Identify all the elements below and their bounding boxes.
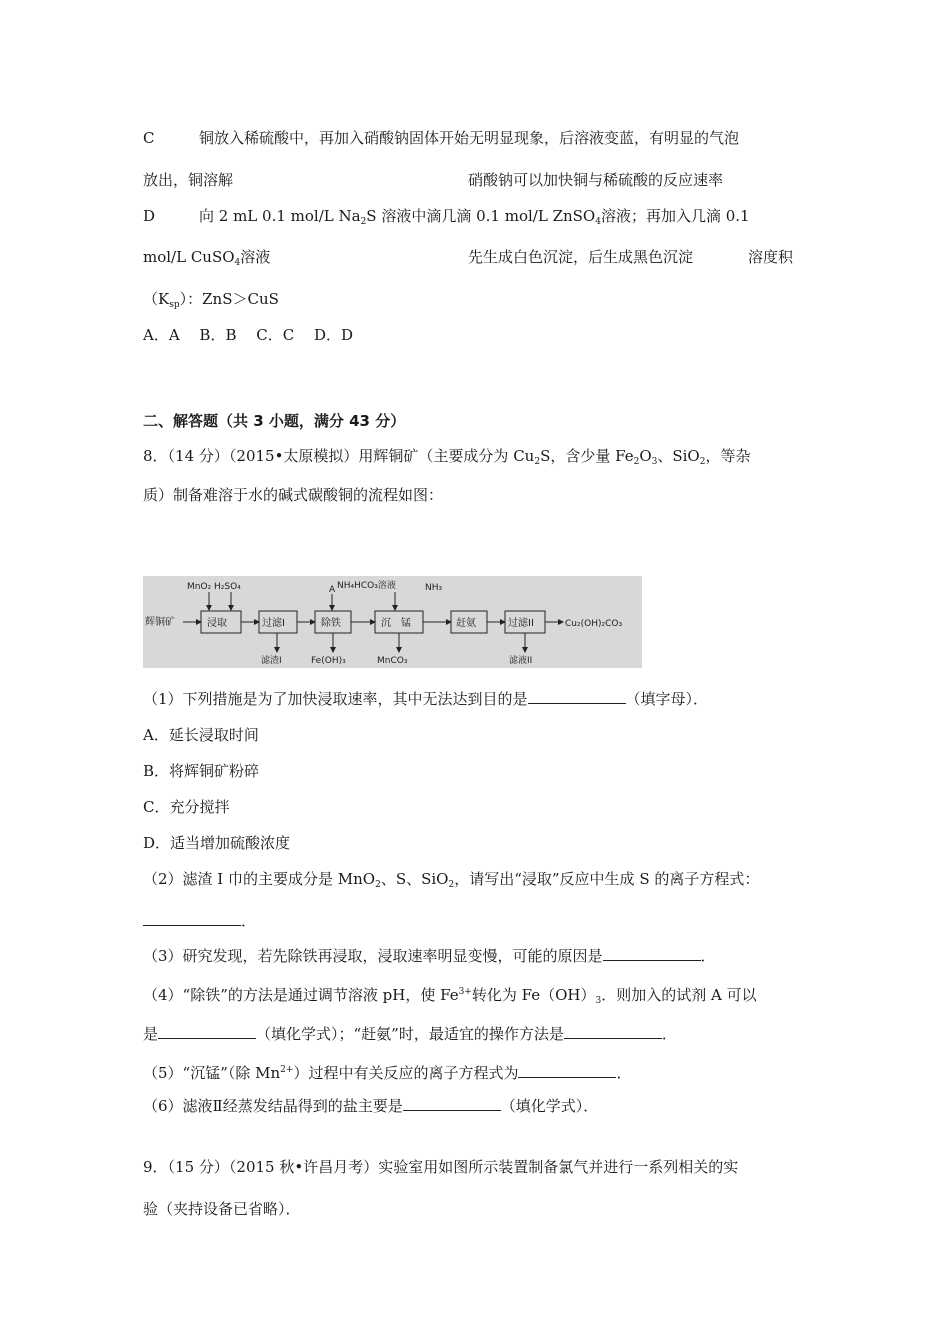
q8-option-b: B．将辉铜矿粉碎 — [143, 762, 260, 780]
answer-blank-3[interactable] — [603, 946, 701, 961]
row-d-line1 — [143, 206, 750, 227]
row-d-line2 — [143, 247, 794, 273]
answer-choices: A．A B．B C．C D．D — [143, 326, 354, 344]
flow-out-residue: 滤渣I — [261, 656, 282, 666]
flow-out-filtrate: 滤液II — [509, 656, 533, 666]
q8-part2-answer: ． — [143, 911, 256, 931]
section-2-title: 二、解答题（共 3 小题，满分 43 分） — [143, 412, 406, 430]
answer-blank-6[interactable] — [403, 1096, 501, 1111]
q8-stem-line2: 质）制备难溶于水的碱式碳酸铜的流程如图： — [143, 486, 444, 504]
row-c-letter: C — [143, 129, 155, 147]
flow-out-feoh3: Fe(OH)₃ — [311, 656, 346, 666]
flow-reagent-nh3: NH₃ — [425, 583, 443, 593]
flow-reagent-1: MnO₂ H₂SO₄ — [187, 582, 241, 592]
row-d-conclusion: 溶度积 — [748, 248, 794, 266]
q8-part3: （3）研究发现，若先除铁再浸取，浸取速率明显变慢，可能的原因是 ． — [143, 947, 716, 965]
q9-stem-line2: 验（夹持设备已省略）． — [143, 1200, 301, 1218]
q8-stem-line1: 8．（14 分）（2015•太原模拟）用辉铜矿（主要成分为 $Cu_2S$，含少量 $Fe_2O_3$、SiO$_2$，等杂 — [143, 447, 751, 467]
row-c-text2a: 放出，铜溶解 — [143, 171, 234, 189]
answer-blank-4b[interactable] — [564, 1024, 662, 1039]
flow-start: 辉铜矿 — [145, 617, 175, 628]
row-d-letter: D — [143, 207, 156, 225]
svg-text:浸取: 浸取 — [207, 618, 227, 629]
flow-reagent-a: A — [329, 585, 336, 595]
q8-option-d: D．适当增加硫酸浓度 — [143, 834, 291, 852]
row-c-line2 — [143, 170, 724, 190]
row-d-phenomenon: 先生成白色沉淀，后生成黑色沉淀 — [468, 248, 694, 266]
q8-part4-line1: （4）“除铁”的方法是通过调节溶液 pH，使 $Fe^{3+}$转化为 $Fe(OH)_3$．则加入的试剂 A 可以 — [143, 986, 757, 1006]
answer-blank-2[interactable] — [143, 911, 241, 926]
q8-part1: （1）下列措施是为了加快浸取速率，其中无法达到目的是 （填字母）． — [143, 690, 709, 708]
q8-option-a: A．延长浸取时间 — [143, 726, 259, 744]
flow-out-mnco3: MnCO₃ — [377, 656, 408, 666]
row-c-line1 — [143, 128, 740, 148]
row-d-text1: 向 2 mL 0.1 mol/L $Na_2S$ 溶液中滴几滴 0.1 mol/L ZnSO$_4$溶液；再加入几滴 0.1 — [199, 207, 750, 227]
svg-text:沉 锰: 沉 锰 — [381, 618, 411, 629]
process-flowchart — [143, 576, 642, 668]
flow-end: Cu₂(OH)₂CO₃ — [565, 619, 623, 629]
q8-part6: （6）滤液Ⅱ经蒸发结晶得到的盐主要是 （填化学式）． — [143, 1097, 599, 1115]
row-d-text2: mol/L CuSO$_4$溶液 — [143, 248, 271, 268]
answer-blank-5[interactable] — [518, 1063, 616, 1078]
q8-part5: （5）“沉锰”（除 $Mn^{2+}$）过程中有关反应的离子方程式为 ． — [143, 1064, 632, 1082]
flow-reagent-nh4hco3: NH₄HCO₃溶液 — [337, 581, 396, 591]
svg-text:赶氨: 赶氨 — [456, 618, 476, 629]
q9-stem-line1: 9．（15 分）（2015 秋•许昌月考）实验室用如图所示装置制备氯气并进行一系列相关的实 — [143, 1158, 739, 1176]
row-c-text2b: 硝酸钠可以加快铜与稀硫酸的反应速率 — [468, 171, 724, 189]
svg-text:过滤I: 过滤I — [262, 618, 285, 629]
row-d-line3: $(K_{sp})$：ZnS＞CuS — [143, 290, 279, 310]
svg-text:除铁: 除铁 — [321, 618, 341, 629]
row-c-text1: 铜放入稀硫酸中，再加入硝酸钠固体开始无明显现象，后溶液变蓝，有明显的气泡 — [199, 129, 740, 147]
q8-part2: （2）滤渣 I 巾的主要成分是 MnO$_2$、S、SiO$_2$，请写出“浸取”反应中生成 S 的离子方程式： — [143, 870, 760, 890]
q8-option-c: C．充分搅拌 — [143, 798, 230, 816]
q8-part4-line2: 是 （填化学式）；“赶氨”时，最适宜的操作方法是 ． — [143, 1025, 677, 1043]
answer-blank-4a[interactable] — [158, 1024, 256, 1039]
svg-text:过滤II: 过滤II — [508, 618, 534, 629]
answer-blank-1[interactable] — [528, 689, 626, 704]
